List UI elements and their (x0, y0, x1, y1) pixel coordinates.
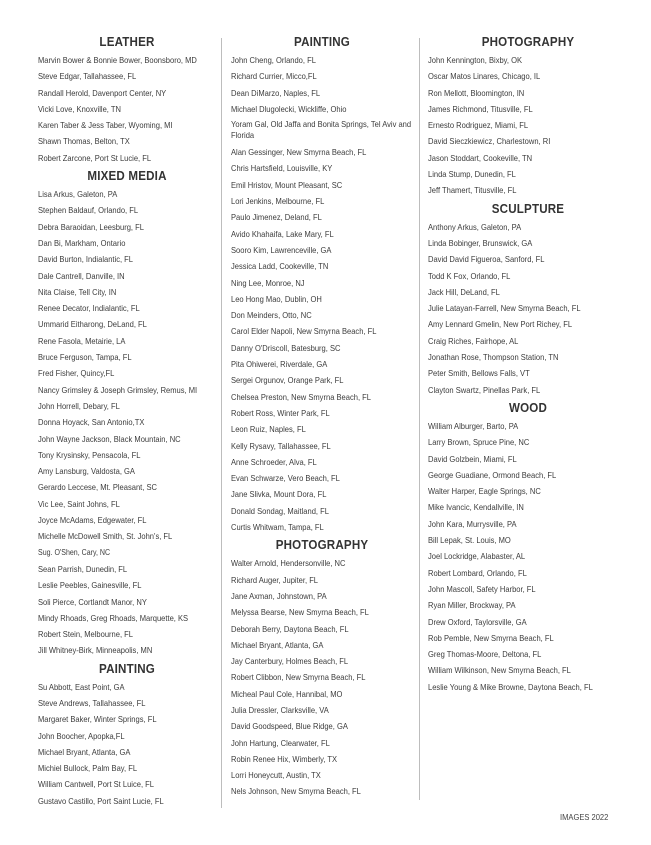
artist-entry: Bruce Ferguson, Tampa, FL (38, 352, 132, 363)
artist-entry: Fred Fisher, Quincy,FL (38, 368, 115, 379)
artist-entry: Renee Decator, Indialantic, FL (38, 303, 140, 314)
artist-entry: Robin Renee Hix, Wimberly, TX (231, 753, 338, 764)
artist-entry: Sooro Kim, Lawrenceville, GA (231, 244, 332, 255)
artist-entry: Jessica Ladd, Cookeville, TN (231, 261, 329, 272)
artist-entry: John Cheng, Orlando, FL (231, 55, 316, 65)
artist-entry: Steve Andrews, Tallahassee, FL (38, 697, 146, 708)
artist-entry: Amy Lansburg, Valdosta, GA (38, 466, 135, 477)
artist-entry: Craig Riches, Fairhope, AL (428, 335, 519, 346)
artist-entry: Danny O'Driscoll, Batesburg, SC (231, 342, 341, 353)
artist-entry: Lorri Honeycutt, Austin, TX (231, 770, 321, 781)
artist-entry: Donna Hoyack, San Antonio,TX (38, 417, 145, 428)
section-heading: SCULPTURE (491, 201, 565, 216)
artist-entry: Sean Parrish, Dunedin, FL (38, 563, 128, 574)
section-painting (38, 661, 216, 809)
artist-entry: Jack Hill, DeLand, FL (428, 286, 500, 297)
artist-entry: Melyssa Bearse, New Smyrna Beach, FL (231, 607, 369, 618)
artist-entry: Amy Lennard Gmelin, New Port Richey, FL (428, 319, 573, 330)
artist-entry: Nancy Grimsley & Joseph Grimsley, Remus, MI (38, 384, 198, 395)
artist-entry: Curtis Whitwam, Tampa, FL (231, 522, 324, 533)
artist-entry: Rob Pemble, New Smyrna Beach, FL (428, 632, 554, 643)
artist-entry: Shawn Thomas, Belton, TX (38, 136, 130, 147)
artist-entry: Ummarid Eitharong, DeLand, FL (38, 319, 147, 330)
artist-entry: Leo Hong Mao, Dublin, OH (231, 293, 322, 304)
artist-entry: John Horrell, Debary, FL (38, 400, 120, 411)
artist-entry: Vicki Love, Knoxville, TN (38, 103, 121, 114)
artist-entry: Mike Ivancic, Kendallville, IN (428, 502, 524, 513)
artist-entry: Tony Krysinsky, Pensacola, FL (38, 449, 141, 460)
section-heading: PHOTOGRAPHY (275, 538, 369, 553)
artist-entry: Carol Elder Napoli, New Smyrna Beach, FL (231, 326, 377, 337)
artist-entry: Soli Pierce, Cortlandt Manor, NY (38, 596, 147, 607)
artist-entry: Alan Gessinger, New Smyrna Beach, FL (231, 147, 367, 158)
artist-entry: Oscar Matos Linares, Chicago, IL (428, 71, 541, 82)
section-leather (38, 34, 216, 166)
artist-entry: Chris Hartsfield, Louisville, KY (231, 163, 333, 174)
artist-entry: Jane Slivka, Mount Dora, FL (231, 489, 327, 500)
artist-entry: Sug. O'Shen, Cary, NC (38, 547, 111, 557)
artist-entry: Joel Lockridge, Alabaster, AL (428, 551, 526, 562)
section-painting (231, 34, 413, 535)
artist-entry: Ernesto Rodriguez, Miami, FL (428, 120, 529, 131)
artist-entry: Robert Lombard, Orlando, FL (428, 567, 527, 578)
artist-entry: Paulo Jimenez, Deland, FL (231, 212, 322, 223)
artist-entry: Jill Whitney-Birk, Minneapolis, MN (38, 645, 153, 656)
artist-entry: Kelly Rysavy, Tallahassee, FL (231, 440, 331, 451)
section-wood (428, 400, 628, 695)
artist-entry: David David Figueroa, Sanford, FL (428, 254, 545, 265)
artist-entry: John Kara, Murrysville, PA (428, 518, 517, 529)
section-heading: PAINTING (294, 35, 350, 49)
artist-entry: Dean DiMarzo, Naples, FL (231, 87, 321, 98)
artist-entry: Randall Herold, Davenport Center, NY (38, 87, 167, 98)
artist-entry: David Burton, Indialantic, FL (38, 254, 134, 265)
artist-entry: Michael Bryant, Atlanta, GA (231, 639, 324, 650)
artist-entry: Peter Smith, Bellows Falls, VT (428, 368, 530, 379)
artist-entry: Stephen Baldauf, Orlando, FL (38, 205, 139, 216)
column-1 (38, 34, 216, 811)
artist-entry: Michelle McDowell Smith, St. John's, FL (38, 531, 173, 542)
artist-entry: Don Meinders, Otto, NC (231, 310, 312, 321)
section-heading: LEATHER (99, 35, 155, 49)
artist-entry: Todd K Fox, Orlando, FL (428, 270, 511, 281)
artist-entry: Jane Axman, Johnstown, PA (231, 590, 327, 601)
artist-entry: Linda Stump, Dunedin, FL (428, 169, 516, 180)
artist-entry: Robert Ross, Winter Park, FL (231, 407, 330, 418)
artist-entry: Jason Stoddart, Cookeville, TN (428, 152, 533, 163)
column-2 (231, 34, 413, 802)
artist-entry: Richard Auger, Jupiter, FL (231, 574, 319, 585)
section-heading: PAINTING (99, 661, 155, 676)
artist-entry: Robert Clibbon, New Smyrna Beach, FL (231, 672, 366, 683)
artist-entry: Jeff Thamert, Titusville, FL (428, 185, 517, 196)
artist-entry: Jay Canterbury, Holmes Beach, FL (231, 656, 349, 667)
artist-entry: Lori Jenkins, Melbourne, FL (231, 196, 325, 207)
artist-entry: David Goodspeed, Blue Ridge, GA (231, 721, 348, 732)
section-heading: MIXED MEDIA (87, 169, 167, 184)
artist-entry: Clayton Swartz, Pinellas Park, FL (428, 384, 541, 395)
column-divider (419, 38, 420, 800)
artist-entry: Anthony Arkus, Galeton, PA (428, 221, 522, 232)
artist-entry: John Mascoll, Safety Harbor, FL (428, 583, 536, 594)
section-photography (428, 34, 628, 199)
artist-entry: David Sieczkiewicz, Charlestown, RI (428, 136, 551, 147)
artist-entry: Chelsea Preston, New Smyrna Beach, FL (231, 391, 371, 402)
artist-entry: Donald Sondag, Maitland, FL (231, 505, 329, 516)
artist-entry: James Richmond, Titusville, FL (428, 103, 533, 114)
artist-entry: Ryan Miller, Brockway, PA (428, 600, 516, 611)
artist-entry: Pita Ohiwerei, Riverdale, GA (231, 359, 328, 370)
artist-entry: Nels Johnson, New Smyrna Beach, FL (231, 786, 361, 797)
artist-entry: Deborah Berry, Daytona Beach, FL (231, 623, 349, 634)
artist-entry: Avido Khahaifa, Lake Mary, FL (231, 228, 334, 239)
artist-entry: Julie Latayan-Farrell, New Smyrna Beach, FL (428, 303, 581, 314)
artist-entry: Walter Arnold, Hendersonville, NC (231, 558, 346, 569)
section-photography (231, 537, 413, 799)
artist-entry: Margaret Baker, Winter Springs, FL (38, 714, 157, 725)
artist-entry: Drew Oxford, Taylorsville, GA (428, 616, 527, 627)
artist-entry: Nita Claise, Tell City, IN (38, 286, 117, 297)
artist-entry: Robert Stein, Melbourne, FL (38, 629, 134, 640)
artist-entry: Micheal Paul Cole, Hannibal, MO (231, 688, 343, 699)
artist-entry: George Guadiane, Ormond Beach, FL (428, 469, 557, 480)
artist-entry: Leslie Young & Mike Browne, Daytona Beach, FL (428, 681, 593, 692)
artist-entry: Joyce McAdams, Edgewater, FL (38, 515, 147, 526)
artist-entry: Mindy Rhoads, Greg Rhoads, Marquette, KS (38, 612, 189, 623)
column-divider (221, 38, 222, 808)
artist-entry: Larry Brown, Spruce Pine, NC (428, 437, 530, 448)
section-sculpture (428, 201, 628, 398)
artist-entry: John Kennington, Bixby, OK (428, 55, 523, 65)
artist-entry: Leon Ruiz, Naples, FL (231, 424, 306, 435)
artist-entry: Walter Harper, Eagle Springs, NC (428, 486, 541, 497)
section-heading: WOOD (508, 400, 548, 415)
section-mixed-media (38, 168, 216, 659)
artist-entry: William Alburger, Barto, PA (428, 420, 519, 431)
artist-entry: Anne Schroeder, Alva, FL (231, 456, 317, 467)
artist-entry: Dan Bi, Markham, Ontario (38, 237, 126, 248)
artist-entry: Marvin Bower & Bonnie Bower, Boonsboro, MD (38, 55, 197, 65)
artist-entry: Michael Dlugolecki, Wickliffe, Ohio (231, 103, 347, 114)
artist-entry: Lisa Arkus, Galeton, PA (38, 189, 118, 200)
artist-entry: Leslie Peebles, Gainesville, FL (38, 580, 142, 591)
artist-entry: Gerardo Leccese, Mt. Pleasant, SC (38, 482, 157, 493)
artist-entry: Bill Lepak, St. Louis, MO (428, 535, 511, 546)
artist-entry: Ron Mellott, Bloomington, IN (428, 87, 525, 98)
artist-entry: Steve Edgar, Tallahassee, FL (38, 71, 137, 82)
artist-entry: Debra Baraoidan, Leesburg, FL (38, 221, 144, 232)
artist-entry: John Boocher, Apopka,FL (38, 730, 125, 741)
section-heading: PHOTOGRAPHY (481, 35, 575, 49)
artist-entry: Evan Schwarze, Vero Beach, FL (231, 473, 340, 484)
artist-entry: Su Abbott, East Point, GA (38, 681, 125, 692)
artist-entry: David Golzbein, Miami, FL (428, 453, 517, 464)
artist-entry: Dale Cantrell, Danville, IN (38, 270, 125, 281)
artist-entry: Ning Lee, Monroe, NJ (231, 277, 305, 288)
column-3 (428, 34, 628, 697)
artist-entry: Linda Bobinger, Brunswick, GA (428, 237, 533, 248)
artist-entry: Julia Dressler, Clarksville, VA (231, 704, 329, 715)
artist-entry: Richard Currier, Micco,FL (231, 71, 317, 82)
artist-entry: Gustavo Castillo, Port Saint Lucie, FL (38, 795, 164, 806)
artist-entry: Jonathan Rose, Thompson Station, TN (428, 352, 559, 363)
artist-entry: William Cantwell, Port St Luice, FL (38, 779, 154, 790)
artist-entry: Vic Lee, Saint Johns, FL (38, 498, 120, 509)
artist-entry: Robert Zarcone, Port St Lucie, FL (38, 152, 152, 163)
artist-entry: Michiel Bullock, Palm Bay, FL (38, 763, 138, 774)
artist-entry: Sergei Orgunov, Orange Park, FL (231, 375, 344, 386)
artist-entry: John Hartung, Clearwater, FL (231, 737, 330, 748)
artist-entry: Yoram Gal, Old Jaffa and Bonita Springs, Tel Aviv and Florida (231, 119, 412, 141)
artist-entry: Michael Bryant, Atlanta, GA (38, 746, 131, 757)
page-footer: IMAGES 2022 (560, 812, 609, 822)
artist-entry: Greg Thomas-Moore, Deltona, FL (428, 649, 542, 660)
artist-entry: Emil Hristov, Mount Pleasant, SC (231, 179, 343, 190)
artist-entry: Rene Fasola, Metairie, LA (38, 335, 126, 346)
artist-entry: John Wayne Jackson, Black Mountain, NC (38, 433, 181, 444)
artist-entry: Karen Taber & Jess Taber, Wyoming, MI (38, 120, 173, 131)
artist-entry: William Wilkinson, New Smyrna Beach, FL (428, 665, 571, 676)
